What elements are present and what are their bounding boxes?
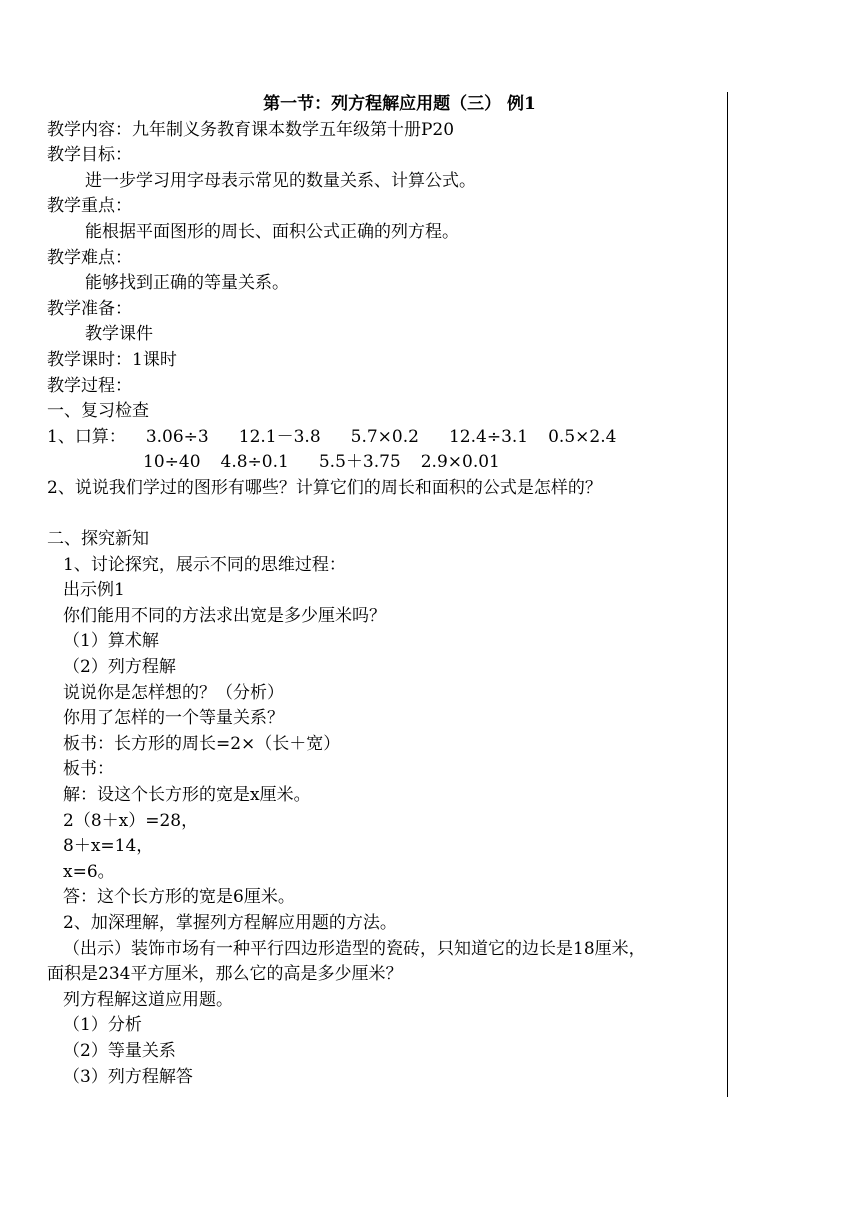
oral-calc-label: 1、口算： [47, 426, 126, 447]
step-line: （3）列方程解答 [63, 1066, 193, 1087]
blank-line [47, 502, 727, 528]
s2-line: 出示例1 [63, 580, 125, 601]
step-line: （2）等量关系 [63, 1040, 176, 1061]
problem-line-2: 面积是234平方厘米，那么它的高是多少厘米？ [47, 964, 403, 985]
s2-line: 2（8＋x）=28， [63, 810, 199, 831]
process-label: 教学过程： [47, 375, 132, 396]
prep-label: 教学准备： [47, 298, 132, 319]
step-line: （1）分析 [63, 1015, 142, 1036]
section2-heading: 二、探究新知 [47, 529, 149, 550]
s2-line: 板书： [63, 759, 114, 780]
oral-calc-row1 [47, 425, 727, 451]
calc-item: 4.8÷0.1 [220, 452, 289, 473]
s2-line: 你用了怎样的一个等量关系？ [63, 708, 284, 729]
s2-line: （1）算术解 [63, 631, 159, 652]
s2-line: 说说你是怎样想的？（分析） [63, 682, 284, 703]
calc-item: 12.4÷3.1 [448, 426, 529, 447]
s2-line: 8＋x=14， [63, 836, 154, 857]
s2-line: 解：设这个长方形的宽是x厘米。 [63, 785, 311, 806]
problem-line-1: （出示）装饰市场有一种平行四边形造型的瓷砖，只知道它的边长是18厘米， [63, 938, 646, 959]
s2-line: 2、加深理解，掌握列方程解应用题的方法。 [63, 913, 397, 933]
prep-text: 教学课件 [85, 324, 153, 345]
s2-line: 答：这个长方形的宽是6厘米。 [63, 887, 295, 908]
goal-label: 教学目标： [47, 145, 132, 166]
key-text: 能根据平面图形的周长、面积公式正确的列方程。 [85, 221, 459, 242]
calc-item: 0.5×2.4 [548, 426, 617, 447]
calc-item: 3.06÷3 [145, 426, 209, 447]
s2-line: 你们能用不同的方法求出宽是多少厘米吗？ [63, 605, 386, 626]
key-label: 教学重点： [47, 196, 132, 217]
difficulty-label: 教学难点： [47, 247, 132, 268]
content-line: 教学内容：九年制义务教育课本数学五年级第十册P20 [47, 119, 455, 140]
goal-text: 进一步学习用字母表示常见的数量关系、计算公式。 [85, 170, 476, 191]
question-2: 2、说说我们学过的图形有哪些？计算它们的周长和面积的公式是怎样的？ [47, 477, 602, 498]
s2-line: 板书：长方形的周长=2×（长＋宽） [63, 733, 341, 754]
s2-line: 1、讨论探究，展示不同的思维过程： [63, 554, 346, 575]
section1-heading: 一、复习检查 [47, 401, 149, 422]
calc-item: 5.5＋3.75 [318, 452, 401, 473]
solve-line: 列方程解这道应用题。 [63, 989, 233, 1010]
calc-item: 5.7×0.2 [350, 426, 419, 447]
calc-item: 12.1－3.8 [238, 426, 321, 447]
calc-item: 2.9×0.01 [420, 452, 500, 473]
lesson-title: 第一节：列方程解应用题（三） 例1 [263, 94, 536, 114]
s2-line: x=6。 [63, 861, 115, 882]
lesson-plan-content [47, 92, 727, 1090]
difficulty-text: 能够找到正确的等量关系。 [85, 273, 289, 294]
right-border-line [727, 92, 728, 1097]
s2-line: （2）列方程解 [63, 657, 176, 678]
oral-calc-row2 [47, 450, 727, 476]
hours-line: 教学课时：1课时 [47, 349, 177, 370]
calc-item: 10÷40 [143, 452, 201, 473]
